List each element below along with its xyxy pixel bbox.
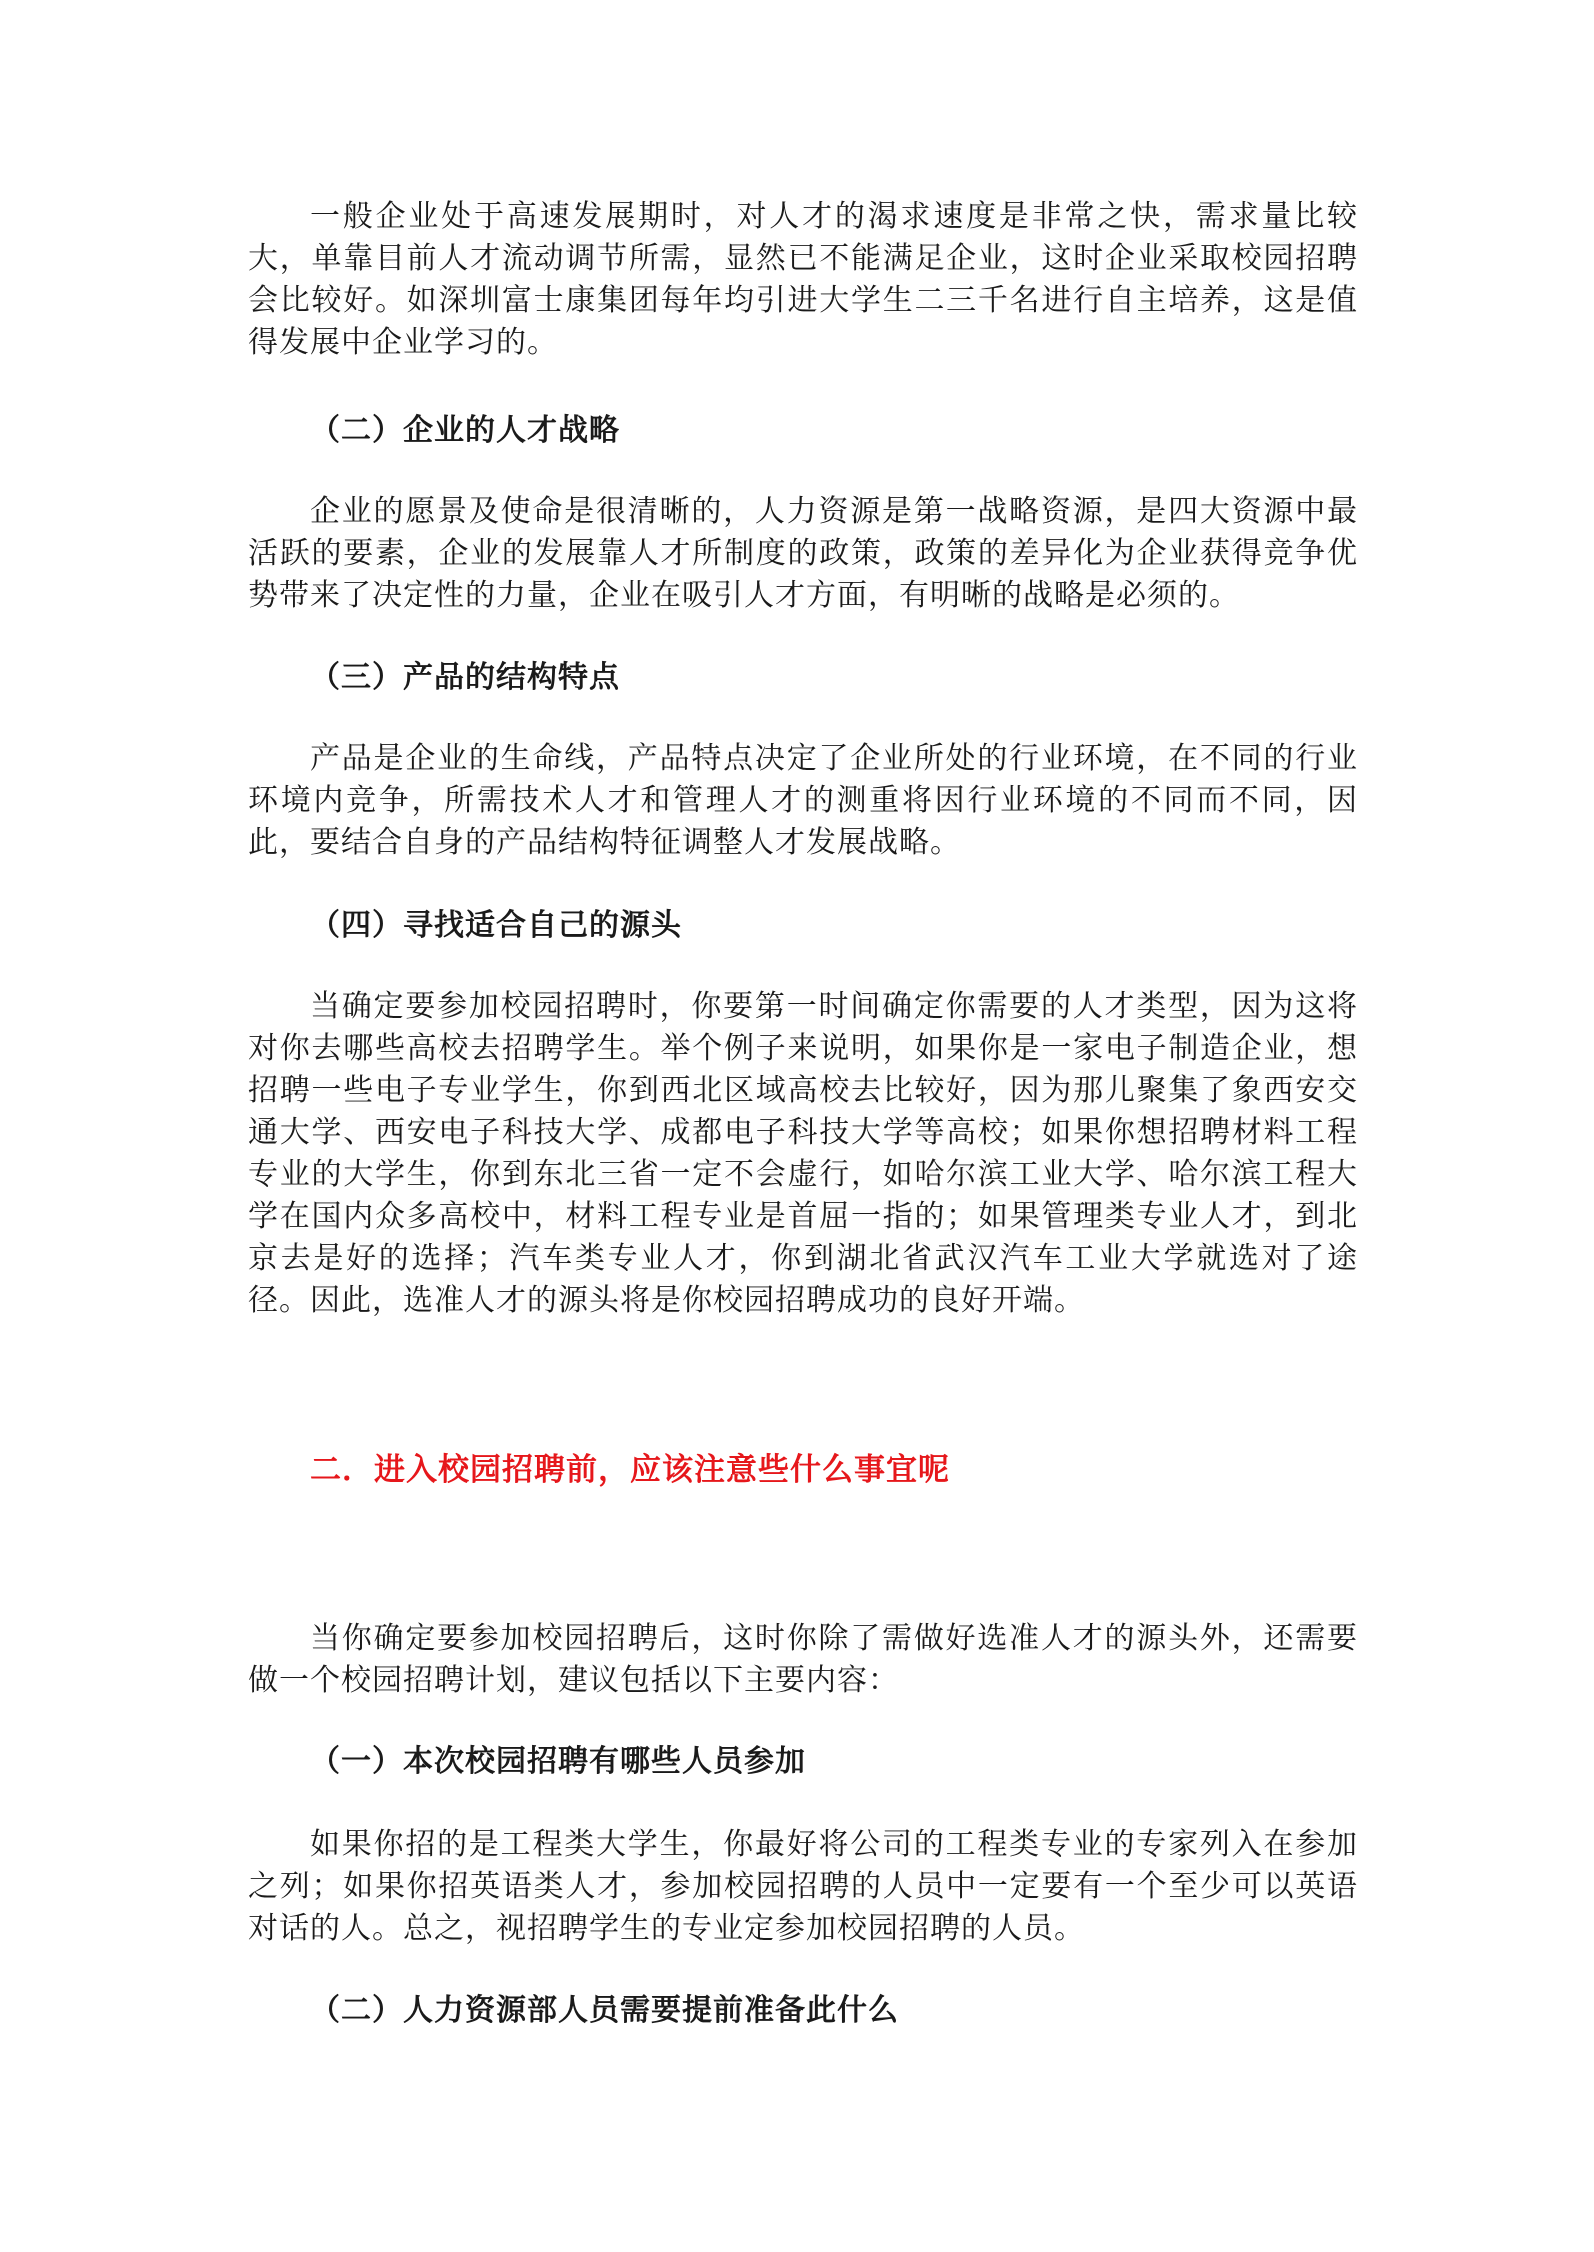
subheading-talent-strategy: （二）企业的人才战略 <box>310 413 620 448</box>
section-heading-before-recruiting: 二．进入校园招聘前，应该注意些什么事宜呢 <box>310 1452 950 1488</box>
paragraph-find-source: 当确定要参加校园招聘时，你要第一时间确定你需要的人才类型，因为这将对你去哪些高校去招聘学生。举个例子来说明，如果你是一家电子制造企业，想招聘一些电子专业学生，你到西北区域高校去比较好，因为那儿聚集了象西安交通大学、西安电子科技大学、成都电子科技大学等高校；如果你想招聘材料工程专业的大学生，你到东北三省一定不会虚行，如哈尔滨工业大学、哈尔滨工程大学在国内众多高校中，材料工程专业是首屈一指的；如果管理类专业人才，到北京去是好的选择；汽车类专业人才，你到湖北省武汉汽车工业大学就选对了途径。因此，选准人才的源头将是你校园招聘成功的良好开端。 <box>248 989 1358 1318</box>
subheading-participants: （一）本次校园招聘有哪些人员参加 <box>310 1744 806 1779</box>
paragraph-product-structure: 产品是企业的生命线，产品特点决定了企业所处的行业环境，在不同的行业环境内竞争，所需技术人才和管理人才的测重将因行业环境的不同而不同，因此，要结合自身的产品结构特征调整人才发展战略。 <box>248 741 1358 860</box>
paragraph-participants: 如果你招的是工程类大学生，你最好将公司的工程类专业的专家列入在参加之列；如果你招英语类人才，参加校园招聘的人员中一定要有一个至少可以英语对话的人。总之，视招聘学生的专业定参加校园招聘的人员。 <box>248 1827 1358 1946</box>
paragraph-growth-stage: 一般企业处于高速发展期时，对人才的渴求速度是非常之快，需求量比较大，单靠目前人才流动调节所需，显然已不能满足企业，这时企业采取校园招聘会比较好。如深圳富士康集团每年均引进大学生二三千名进行自主培养，这是值得发展中企业学习的。 <box>248 199 1358 360</box>
subheading-hr-preparation: （二）人力资源部人员需要提前准备此什么 <box>310 1993 899 2028</box>
subheading-find-source: （四）寻找适合自己的源头 <box>310 908 682 943</box>
subheading-product-structure: （三）产品的结构特点 <box>310 660 620 695</box>
paragraph-recruiting-plan: 当你确定要参加校园招聘后，这时你除了需做好选准人才的源头外，还需要做一个校园招聘计划，建议包括以下主要内容： <box>248 1621 1358 1698</box>
paragraph-talent-strategy: 企业的愿景及使命是很清晰的，人力资源是第一战略资源，是四大资源中最活跃的要素，企业的发展靠人才所制度的政策，政策的差异化为企业获得竞争优势带来了决定性的力量，企业在吸引人才方面，有明晰的战略是必须的。 <box>248 494 1358 613</box>
